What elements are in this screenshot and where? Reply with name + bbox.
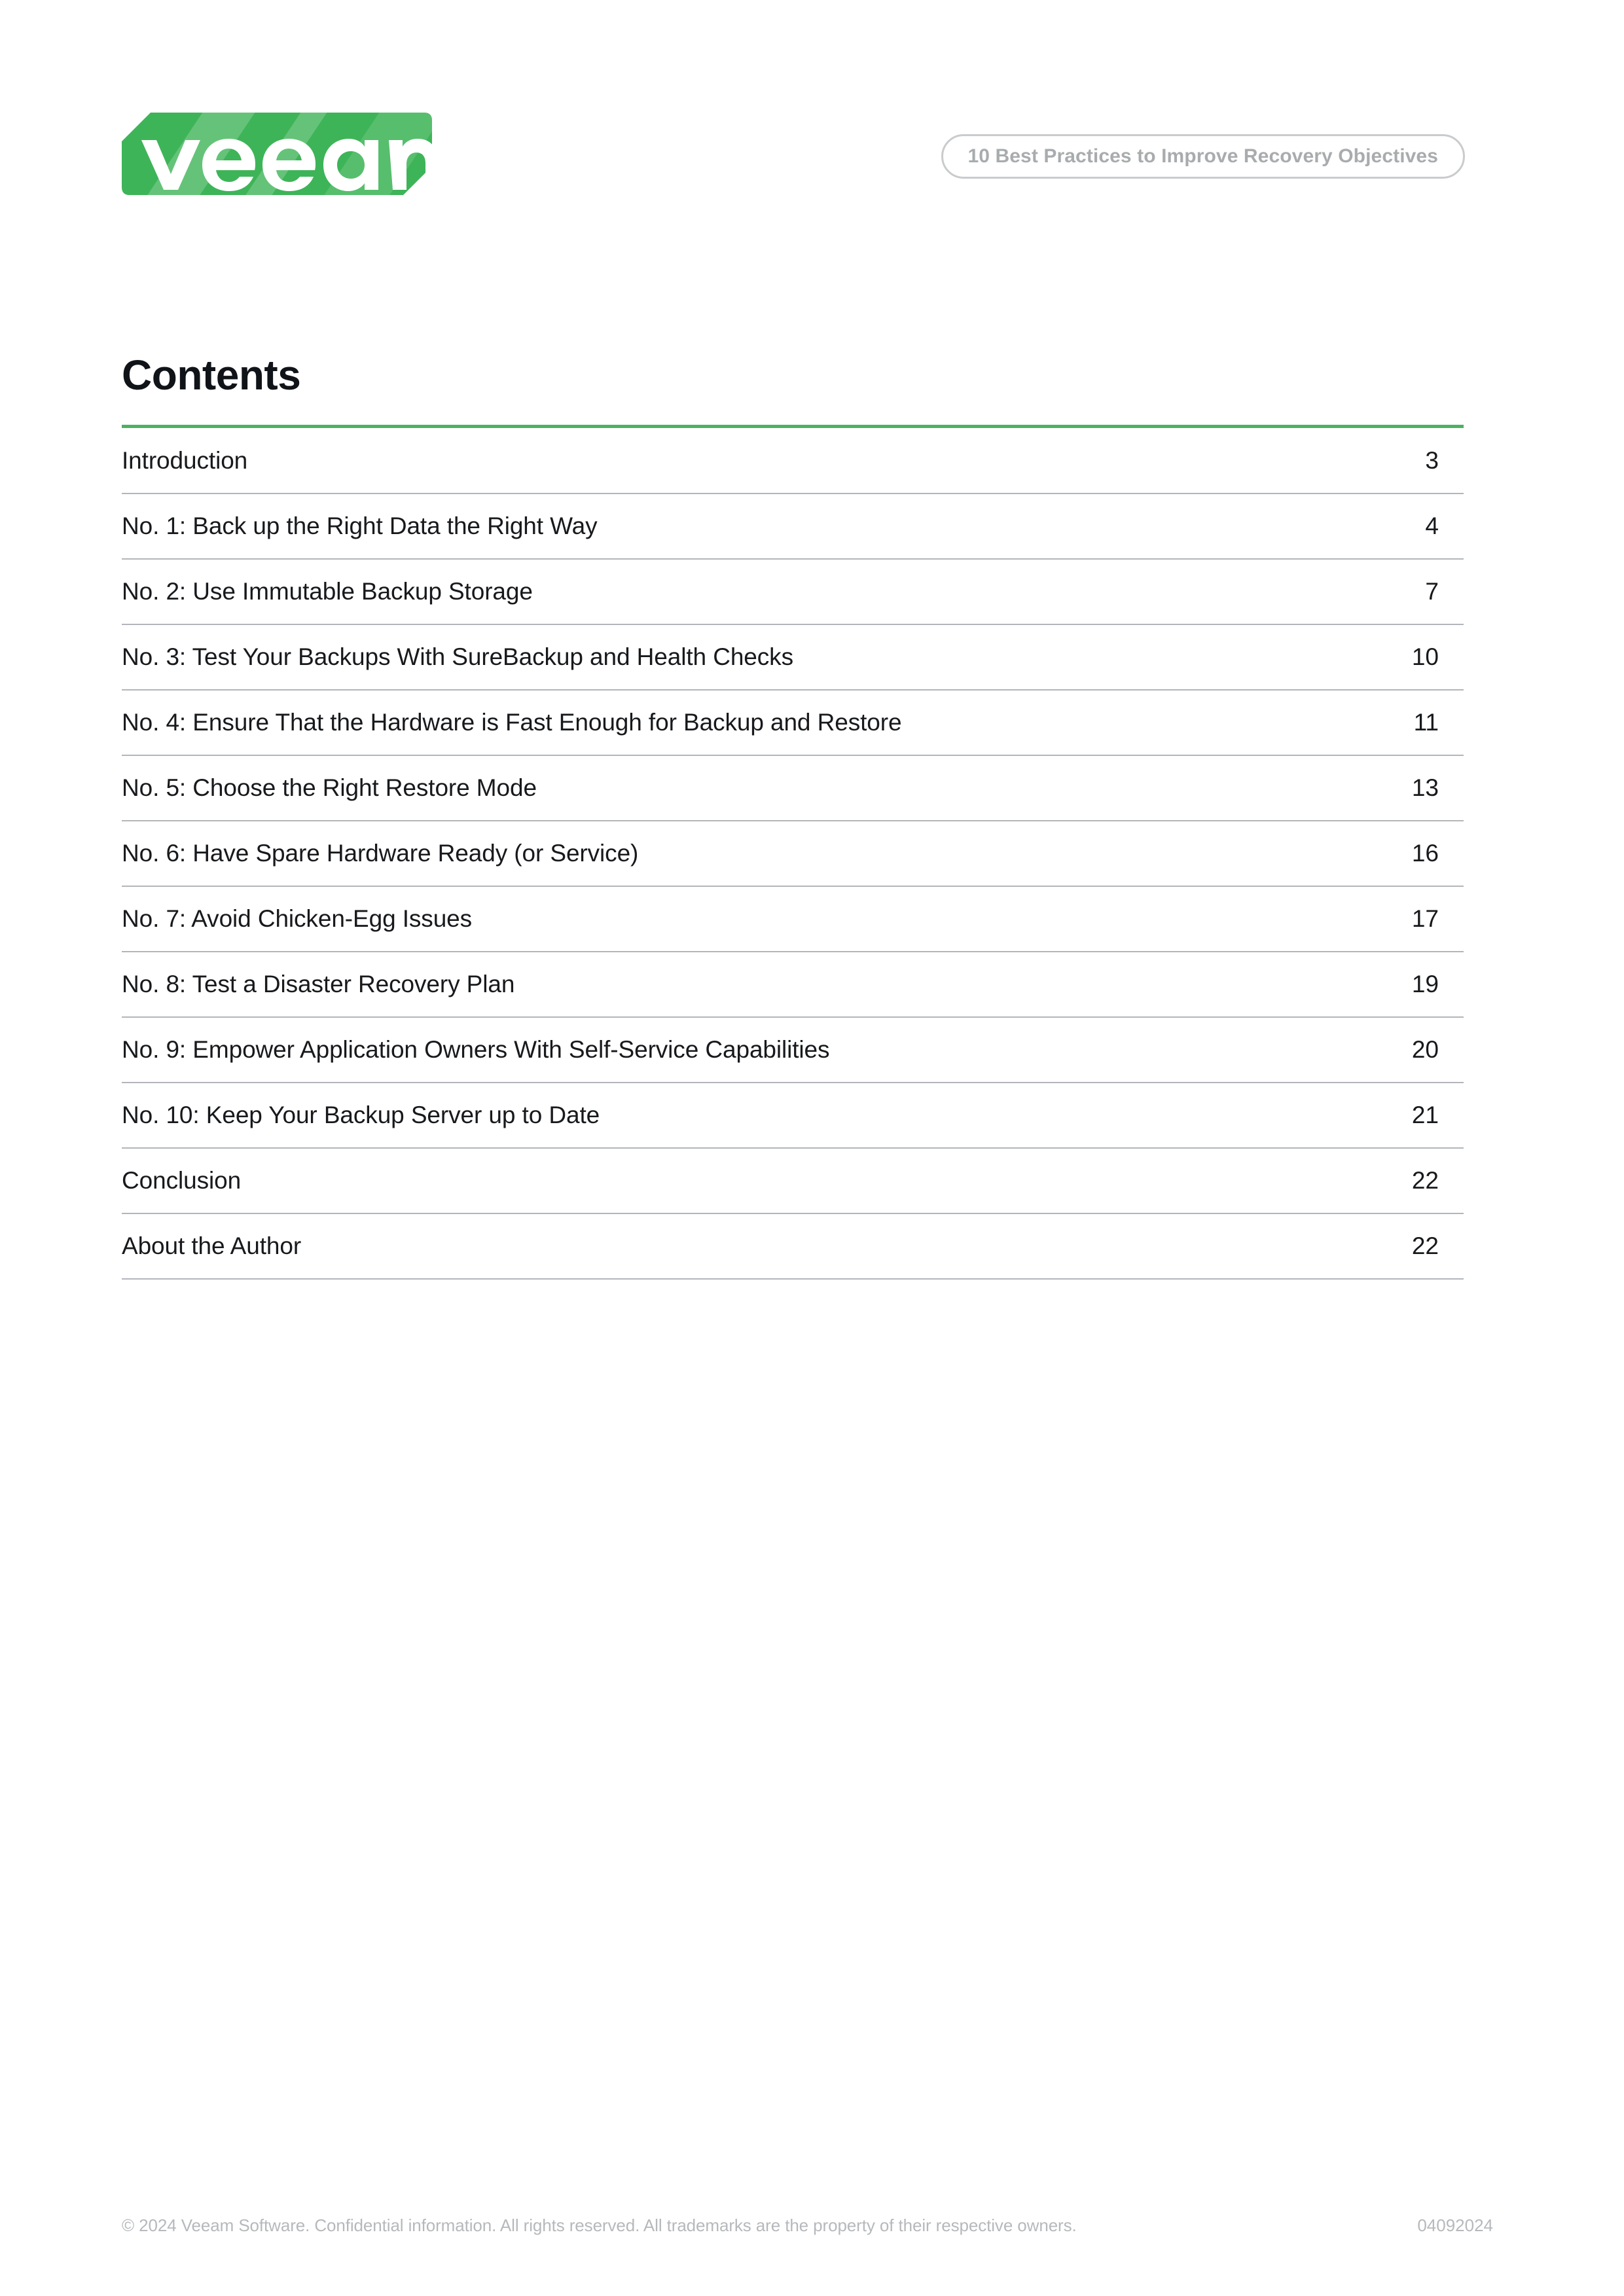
- toc-entry-label: Introduction: [122, 428, 1301, 493]
- toc-page-number: 21: [1301, 1083, 1464, 1148]
- table-row[interactable]: [122, 1213, 1464, 1279]
- toc-page-number: 11: [1301, 690, 1464, 755]
- header-title-pill: [941, 134, 1466, 179]
- table-row[interactable]: [122, 886, 1464, 952]
- veeam-logo: [122, 113, 432, 195]
- toc-entry-label: No. 4: Ensure That the Hardware is Fast Enough for Backup and Restore: [122, 690, 1301, 755]
- table-row[interactable]: [122, 493, 1464, 559]
- toc-entry-label: Conclusion: [122, 1148, 1301, 1213]
- table-row[interactable]: [122, 755, 1464, 821]
- toc-page-number: 7: [1301, 559, 1464, 624]
- toc-page-number: 19: [1301, 952, 1464, 1017]
- table-row[interactable]: [122, 1083, 1464, 1148]
- page-header: [0, 0, 1624, 236]
- toc-page-number: 4: [1301, 493, 1464, 559]
- toc-page-number: 10: [1301, 624, 1464, 690]
- toc-page-number: 16: [1301, 821, 1464, 886]
- copyright-notice: © 2024 Veeam Software. Confidential information. All rights reserved. All trademarks are the property of their respective owners.: [122, 2215, 1077, 2235]
- toc-entry-label: No. 3: Test Your Backups With SureBackup and Health Checks: [122, 624, 1301, 690]
- table-row[interactable]: [122, 428, 1464, 493]
- toc-entry-label: No. 6: Have Spare Hardware Ready (or Service): [122, 821, 1301, 886]
- toc-page-number: 17: [1301, 886, 1464, 952]
- table-row[interactable]: [122, 1017, 1464, 1083]
- table-row[interactable]: [122, 1148, 1464, 1213]
- toc-page-number: 22: [1301, 1213, 1464, 1279]
- toc-entry-label: About the Author: [122, 1213, 1301, 1279]
- header-pill-label: 10 Best Practices to Improve Recovery Objectives: [967, 145, 1438, 167]
- toc-entry-label: No. 2: Use Immutable Backup Storage: [122, 559, 1301, 624]
- document-code: 04092024: [1417, 2215, 1493, 2235]
- page-footer: [122, 2215, 1502, 2236]
- table-row[interactable]: [122, 559, 1464, 624]
- page-title: Contents: [122, 351, 301, 399]
- toc-entry-label: No. 10: Keep Your Backup Server up to Date: [122, 1083, 1301, 1148]
- toc-body: [122, 428, 1464, 1279]
- table-row[interactable]: [122, 952, 1464, 1017]
- toc-entry-label: No. 1: Back up the Right Data the Right Way: [122, 493, 1301, 559]
- table-row[interactable]: [122, 690, 1464, 755]
- toc-page-number: 22: [1301, 1148, 1464, 1213]
- table-row[interactable]: [122, 624, 1464, 690]
- table-row[interactable]: [122, 821, 1464, 886]
- toc-page-number: 3: [1301, 428, 1464, 493]
- contents-section: [122, 353, 1464, 1280]
- toc-entry-label: No. 7: Avoid Chicken-Egg Issues: [122, 886, 1301, 952]
- toc-entry-label: No. 8: Test a Disaster Recovery Plan: [122, 952, 1301, 1017]
- table-of-contents: [122, 428, 1464, 1280]
- toc-page-number: 20: [1301, 1017, 1464, 1083]
- toc-page-number: 13: [1301, 755, 1464, 821]
- toc-entry-label: No. 5: Choose the Right Restore Mode: [122, 755, 1301, 821]
- toc-entry-label: No. 9: Empower Application Owners With Self-Service Capabilities: [122, 1017, 1301, 1083]
